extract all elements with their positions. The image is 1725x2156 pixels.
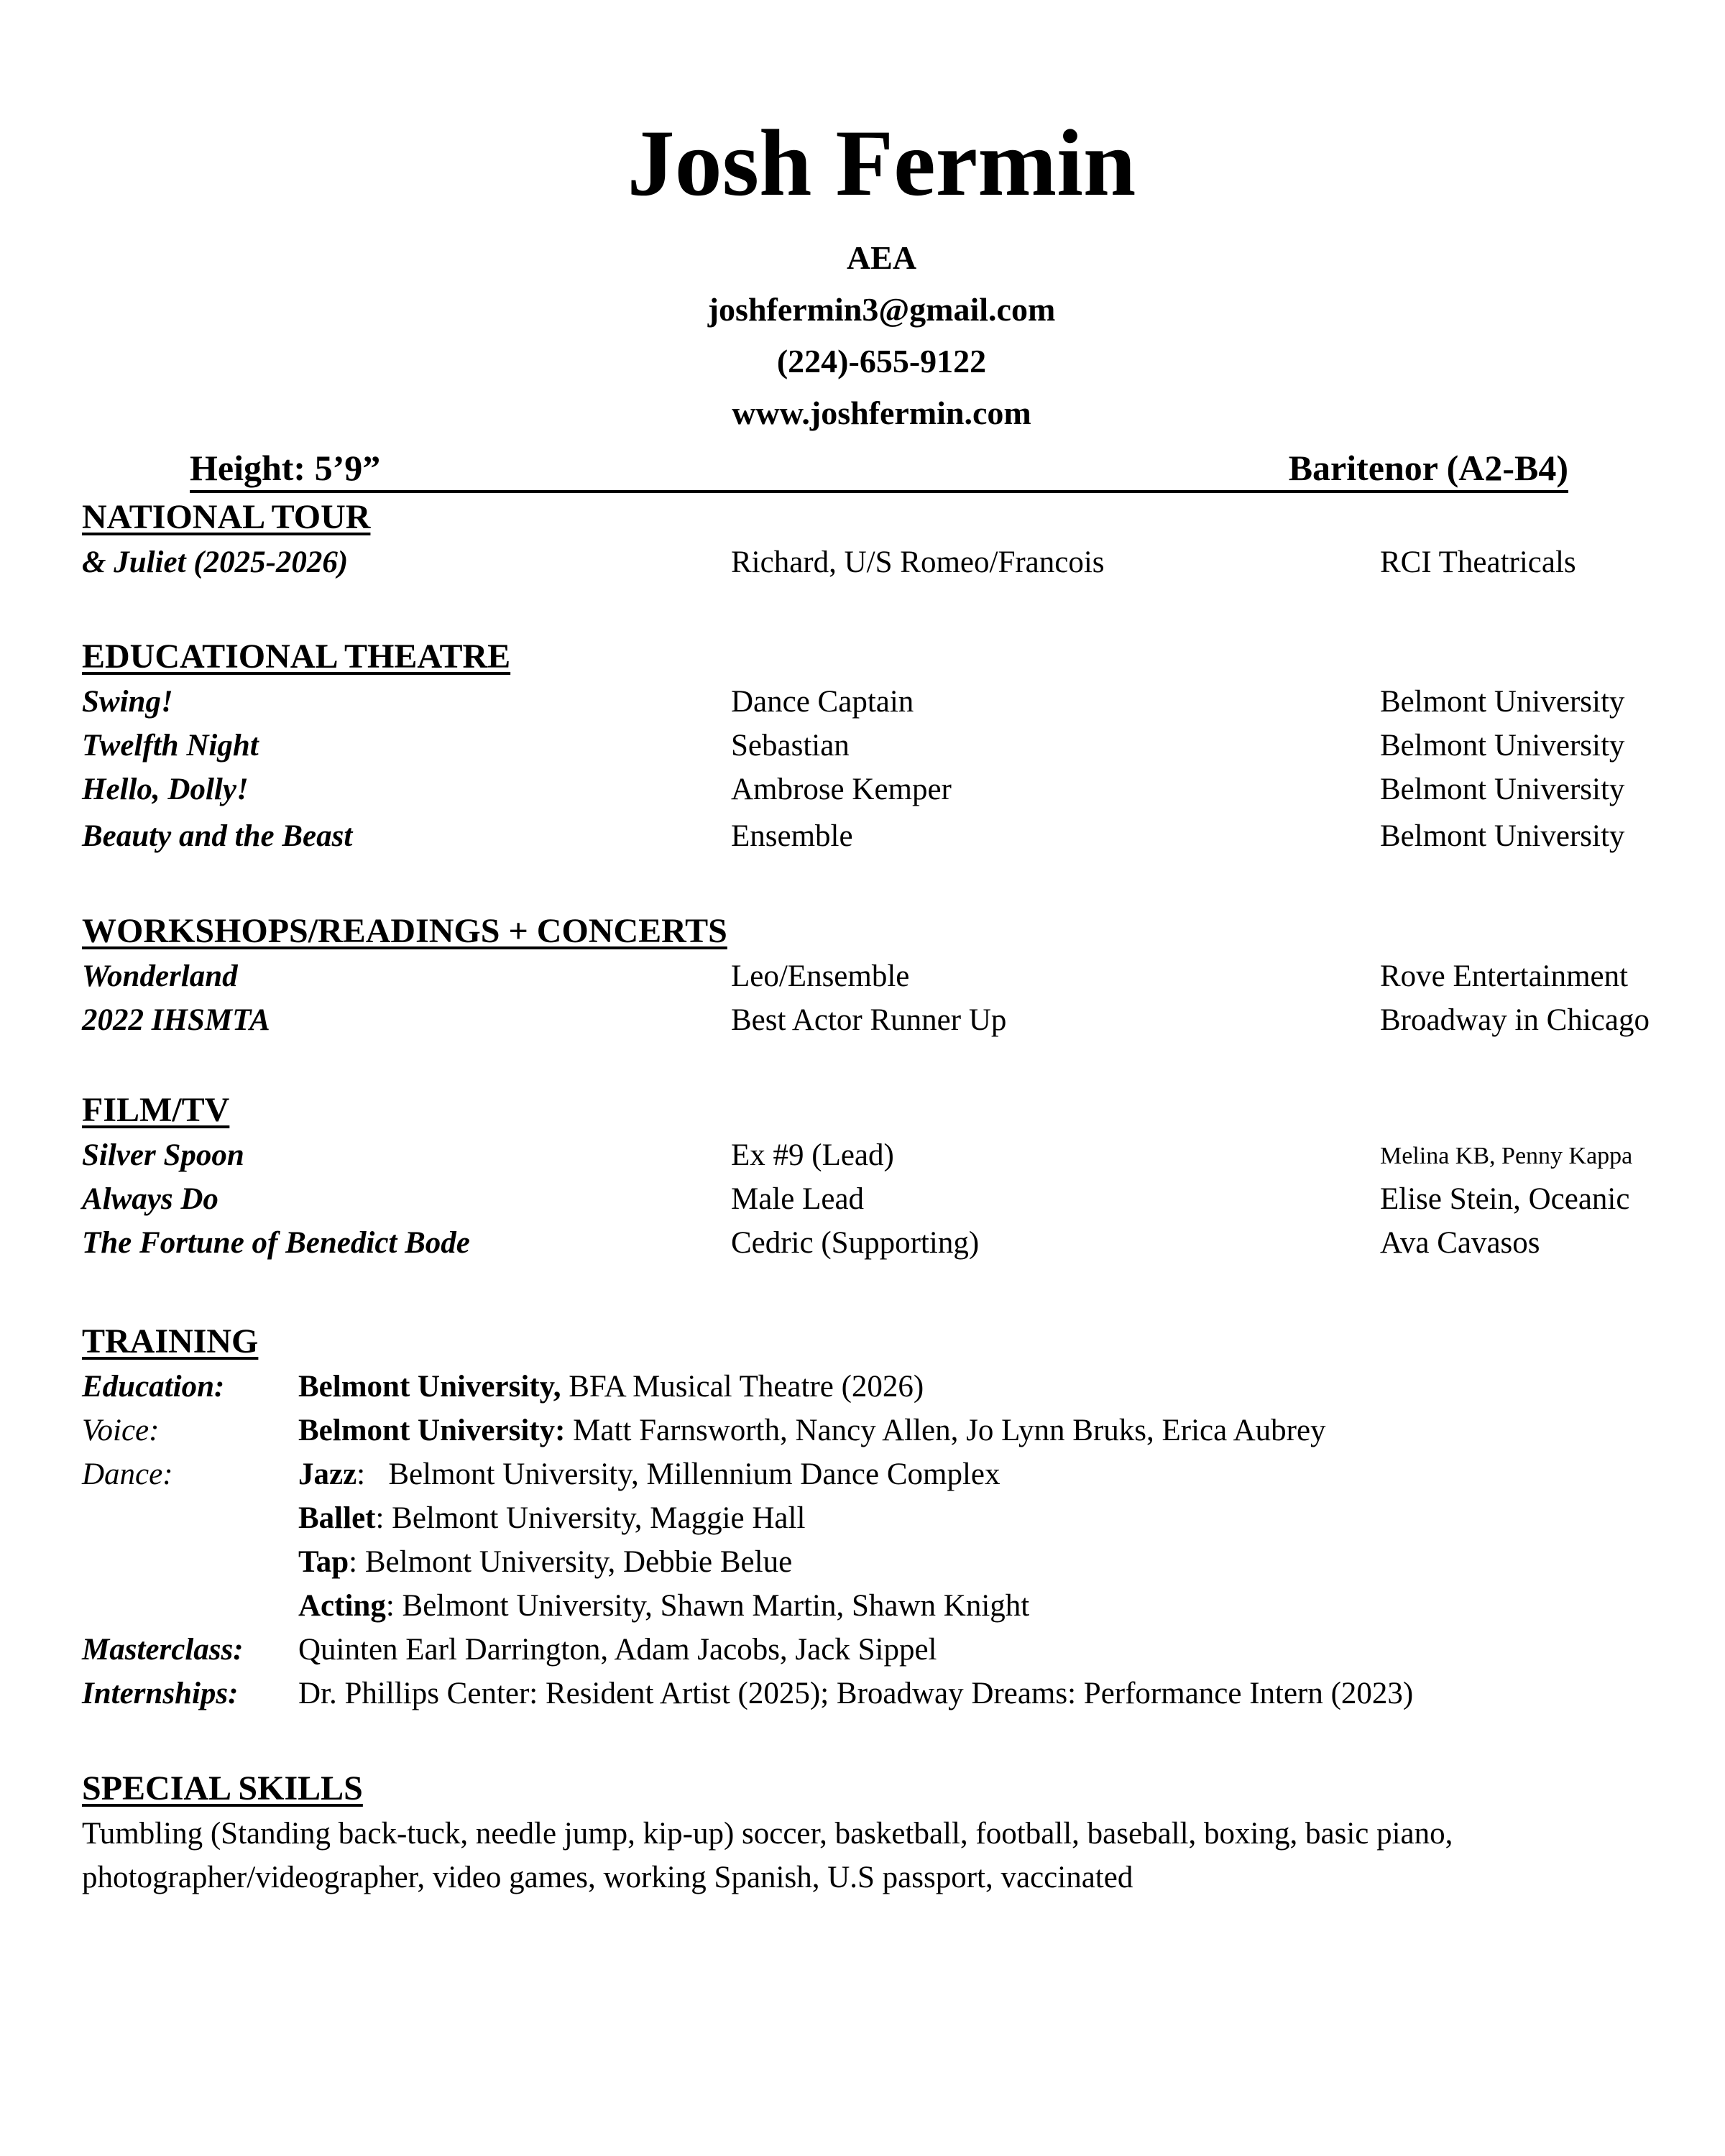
credit-show: Beauty and the Beast [82, 819, 353, 853]
training-tap [298, 1544, 792, 1580]
training-detail: : Belmont University, Maggie Hall [375, 1501, 806, 1535]
credit-show: Swing! [82, 685, 173, 719]
training-masterclass: Quinten Earl Darrington, Adam Jacobs, Jack Sippel [298, 1633, 937, 1667]
credit-show: Silver Spoon [82, 1138, 244, 1172]
credit-show: Wonderland [82, 959, 238, 993]
credit-role: Leo/Ensemble [731, 959, 910, 993]
credit-company: Rove Entertainment [1380, 959, 1629, 993]
credit-role: Ensemble [731, 819, 853, 853]
credit-role: Male Lead [731, 1182, 865, 1216]
credit-role: Dance Captain [731, 685, 914, 719]
credit-company: RCI Theatricals [1380, 545, 1576, 579]
training-style: Acting [298, 1589, 386, 1623]
training-school: Belmont University, [298, 1370, 561, 1404]
skills-line: Tumbling (Standing back-tuck, needle jump, kip-up) soccer, basketball, football, baseball, boxing, basic piano, [82, 1817, 1453, 1851]
training-detail: : Belmont University, Shawn Martin, Shawn Knight [385, 1589, 1030, 1623]
training-jazz [298, 1457, 1000, 1492]
training-education [298, 1369, 924, 1404]
credit-company: Belmont University [1380, 685, 1625, 719]
training-label-internships: Internships: [82, 1677, 239, 1710]
credit-show: & Juliet (2025-2026) [82, 545, 349, 579]
email[interactable]: joshfermin3@gmail.com [707, 291, 1056, 328]
height: Height: 5’9” [190, 448, 381, 488]
union-affiliation: AEA [846, 239, 917, 276]
training-voice [298, 1413, 1326, 1448]
training-detail: BFA Musical Theatre (2026) [561, 1370, 924, 1404]
credit-role: Best Actor Runner Up [731, 1003, 1007, 1037]
credit-show: Twelfth Night [82, 729, 259, 763]
training-label-voice: Voice: [82, 1414, 160, 1447]
credit-role: Ambrose Kemper [731, 773, 952, 806]
voice-type: Baritenor (A2-B4) [1288, 448, 1568, 488]
section-title-national-tour: NATIONAL TOUR [82, 498, 371, 536]
credit-company: Ava Cavasos [1380, 1226, 1540, 1260]
training-style: Ballet [298, 1501, 376, 1535]
training-school: Belmont University: [298, 1414, 566, 1447]
credit-company: Melina KB, Penny Kappa [1380, 1143, 1633, 1169]
height-voice-row [190, 447, 1568, 493]
section-title-film-tv: FILM/TV [82, 1091, 230, 1129]
training-internships: Dr. Phillips Center: Resident Artist (2025); Broadway Dreams: Performance Intern (2023) [298, 1677, 1414, 1710]
credit-role: Ex #9 (Lead) [731, 1138, 894, 1172]
credit-company: Belmont University [1380, 773, 1625, 806]
phone-number: (224)-655-9122 [776, 343, 987, 379]
credit-role: Sebastian [731, 729, 850, 763]
credit-company: Belmont University [1380, 729, 1625, 763]
section-title-educational-theatre: EDUCATIONAL THEATRE [82, 637, 511, 676]
credit-role: Cedric (Supporting) [731, 1226, 980, 1260]
training-label-education: Education: [82, 1370, 225, 1404]
section-title-workshops: WORKSHOPS/READINGS + CONCERTS [82, 912, 727, 950]
training-style: Tap [298, 1545, 349, 1579]
training-acting [298, 1588, 1029, 1623]
credit-company: Elise Stein, Oceanic [1380, 1182, 1630, 1216]
training-ballet [298, 1501, 805, 1536]
website-link[interactable]: www.joshfermin.com [732, 395, 1031, 431]
training-label-masterclass: Masterclass: [82, 1633, 244, 1667]
training-label-dance: Dance: [82, 1457, 173, 1491]
credit-role: Richard, U/S Romeo/Francois [731, 545, 1105, 579]
credit-company: Broadway in Chicago [1380, 1003, 1650, 1037]
resume-name: Josh Fermin [627, 110, 1136, 216]
credit-show: 2022 IHSMTA [82, 1003, 270, 1037]
credit-show: Hello, Dolly! [82, 773, 249, 806]
training-detail: Matt Farnsworth, Nancy Allen, Jo Lynn Bruks, Erica Aubrey [565, 1414, 1326, 1447]
training-detail: : Belmont University, Millennium Dance Complex [356, 1457, 1000, 1491]
training-style: Jazz [298, 1457, 357, 1491]
section-title-special-skills: SPECIAL SKILLS [82, 1769, 363, 1807]
credit-show: The Fortune of Benedict Bode [82, 1226, 470, 1260]
skills-line: photographer/videographer, video games, working Spanish, U.S passport, vaccinated [82, 1861, 1133, 1894]
credit-show: Always Do [82, 1182, 218, 1216]
training-detail: : Belmont University, Debbie Belue [349, 1545, 793, 1579]
credit-company: Belmont University [1380, 819, 1625, 853]
section-title-training: TRAINING [82, 1322, 259, 1360]
